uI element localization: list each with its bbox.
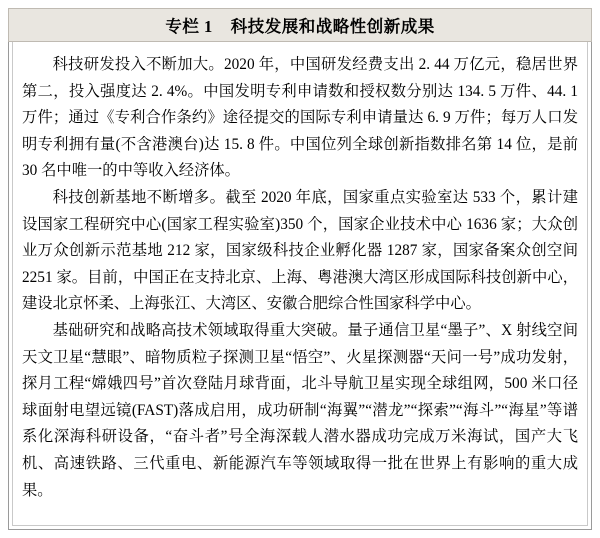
feature-box-header	[8, 8, 592, 42]
feature-box-number: 专栏 1	[165, 17, 213, 36]
paragraph: 科技研发投入不断加大。2020 年，中国研发经费支出 2. 44 万亿元，稳居世界第二，投入强度达 2. 4%。中国发明专利申请数和授权数分别达 134. 5 万件、44. 1 万件；通过《专利合作条约》途径提交的国际专利申请量达 6. 9 万件；每万人口发明专利拥有量(不含港澳台)达 15. 8 件。中国位列全球创新指数排名第 14 位，是前 30 名中唯一的中等收入经济体。	[22, 56, 578, 180]
paragraph: 基础研究和战略高技术领域取得重大突破。量子通信卫星“墨子”、X 射线空间天文卫星“慧眼”、暗物质粒子探测卫星“悟空”、火星探测器“天问一号”成功发射，探月工程“嫦娥四号”首次登陆月球背面，北斗导航卫星实现全球组网，500 米口径球面射电望远镜(FAST)落成启用，成功研制“海翼”“潜龙”“探索”“海斗”“海星”等谱系化深海科研设备，“奋斗者”号全海深载人潜水器成功完成万米海试，国产大飞机、高速铁路、三代重电、新能源汽车等领域取得一批在世界上有影响的重大成果。	[22, 321, 578, 499]
page-title	[165, 13, 434, 37]
paragraph: 科技创新基地不断增多。截至 2020 年底，国家重点实验室达 533 个，累计建设国家工程研究中心(国家工程实验室)350 个，国家企业技术中心 1636 家；大众创业万众创新示范基地 212 家，国家级科技企业孵化器 1287 家，国家备案众创空间 2251 家。目前，中国正在支持北京、上海、粤港澳大湾区形成国际科技创新中心，建设北京怀柔、上海张江、大湾区、安徽合肥综合性国家科学中心。	[22, 188, 578, 313]
feature-box-body	[22, 52, 578, 528]
feature-box-title: 科技发展和战略性创新成果	[230, 17, 435, 36]
